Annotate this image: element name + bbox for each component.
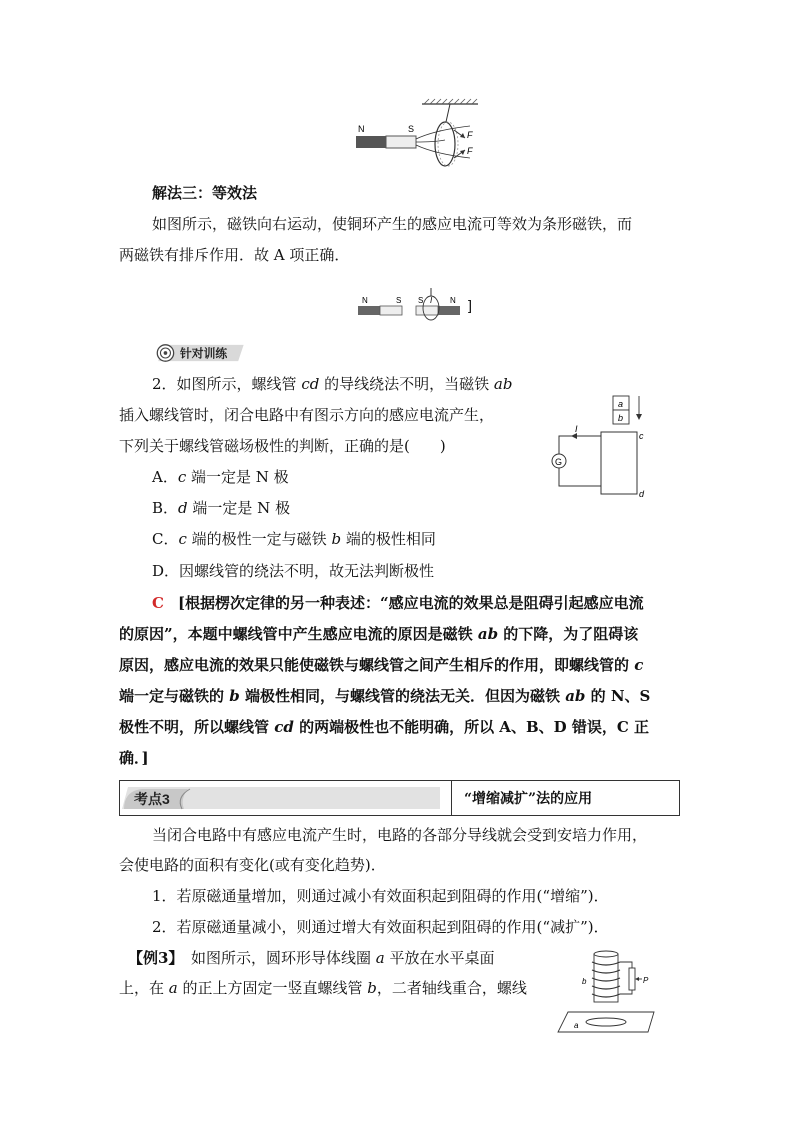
section3-rule-1: 1．若原磁通量增加，则通过减小有效面积起到阻碍的作用(“增缩”)． — [152, 887, 609, 905]
fig2-s2: S — [418, 296, 424, 305]
fig3-i: I — [575, 424, 578, 434]
kaodian-header — [119, 780, 680, 816]
method3-heading: 解法三：等效法 — [152, 184, 258, 202]
example3-line-1: 【例3】 如图所示，圆环形导体线圈 a 平放在水平桌面 — [128, 949, 495, 967]
q2-option-d: D．因螺线管的绕法不明，故无法判断极性 — [152, 562, 435, 580]
q2-option-a: A．c 端一定是 N 极 — [152, 468, 289, 486]
method3-text-1: 如图所示，磁铁向右运动，使铜环产生的感应电流可等效为条形磁铁，而 — [152, 215, 633, 233]
fig2-bracket: ] — [468, 297, 472, 313]
kaodian-label-bar — [120, 781, 450, 815]
fig1-s-label: S — [408, 124, 415, 134]
example3-tag: 【例3】 — [128, 949, 176, 967]
fig4-p: P — [643, 976, 649, 985]
section3-rule-2: 2．若原磁通量减小，则通过增大有效面积起到阻碍的作用(“减扩”)． — [152, 918, 609, 936]
targeted-training-badge — [150, 343, 250, 363]
figure-solenoid-over-ring — [556, 946, 660, 1036]
figure-magnet-ring-forces — [350, 96, 490, 176]
answer-line-1: C [根据楞次定律的另一种表述：“感应电流的效果总是阻碍引起感应电流 — [152, 594, 644, 612]
answer-line-6: 确．] — [119, 749, 149, 767]
fig3-b: b — [618, 413, 624, 423]
answer-letter: C — [152, 594, 164, 612]
section3-para-2: 会使电路的面积有变化(或有变化趋势)． — [119, 856, 386, 874]
fig3-a: a — [618, 399, 624, 409]
section3-para-1: 当闭合电路中有感应电流产生时，电路的各部分导线就会受到安培力作用， — [152, 826, 648, 844]
fig3-g: G — [555, 457, 563, 467]
fig1-f-label-bottom: F — [467, 146, 473, 156]
fig1-n-label: N — [358, 124, 365, 134]
answer-line-3: 原因，感应电流的效果只能使磁铁与螺线管之间产生相斥的作用，即螺线管的 c — [119, 656, 644, 674]
fig3-d: d — [639, 489, 645, 499]
fig4-a: a — [574, 1021, 579, 1030]
figure-solenoid-circuit — [545, 388, 655, 500]
q2-line-3: 下列关于螺线管磁场极性的判断，正确的是( ) — [119, 437, 446, 455]
fig2-n2: N — [450, 296, 456, 305]
fig2-i: I — [430, 296, 433, 305]
q2-line-1: 2．如图所示，螺线管 cd 的导线绕法不明，当磁铁 ab — [152, 375, 513, 393]
fig4-b: b — [582, 977, 587, 986]
fig2-s1: S — [396, 296, 402, 305]
answer-line-2: 的原因”，本题中螺线管中产生感应电流的原因是磁铁 ab 的下降，为了阻碍该 — [119, 625, 639, 643]
answer-line-5: 极性不明，所以螺线管 cd 的两端极性也不能明确，所以 A、B、D 错误，C 正 — [119, 718, 650, 736]
kaodian-label: 考点3 — [134, 791, 170, 807]
fig1-f-label-top: F — [467, 130, 473, 140]
example3-line-2: 上，在 a 的正上方固定一竖直螺线管 b，二者轴线重合，螺线 — [119, 979, 527, 997]
fig3-c: c — [639, 431, 644, 441]
q2-option-c: C．c 端的极性一定与磁铁 b 端的极性相同 — [152, 530, 436, 548]
figure-equivalent-magnets — [356, 286, 486, 322]
kaodian-title: “增缩减扩”法的应用 — [464, 791, 593, 807]
fig2-n1: N — [362, 296, 368, 305]
q2-option-b: B．d 端一定是 N 极 — [152, 499, 291, 517]
answer-line-4: 端一定与磁铁的 b 端极性相同，与螺线管的绕法无关．但因为磁铁 ab 的 N、S — [119, 687, 651, 705]
q2-line-2: 插入螺线管时，闭合电路中有图示方向的感应电流产生， — [119, 406, 495, 424]
method3-text-2: 两磁铁有排斥作用．故 A 项正确． — [119, 246, 350, 264]
training-badge-label: 针对训练 — [180, 346, 228, 361]
